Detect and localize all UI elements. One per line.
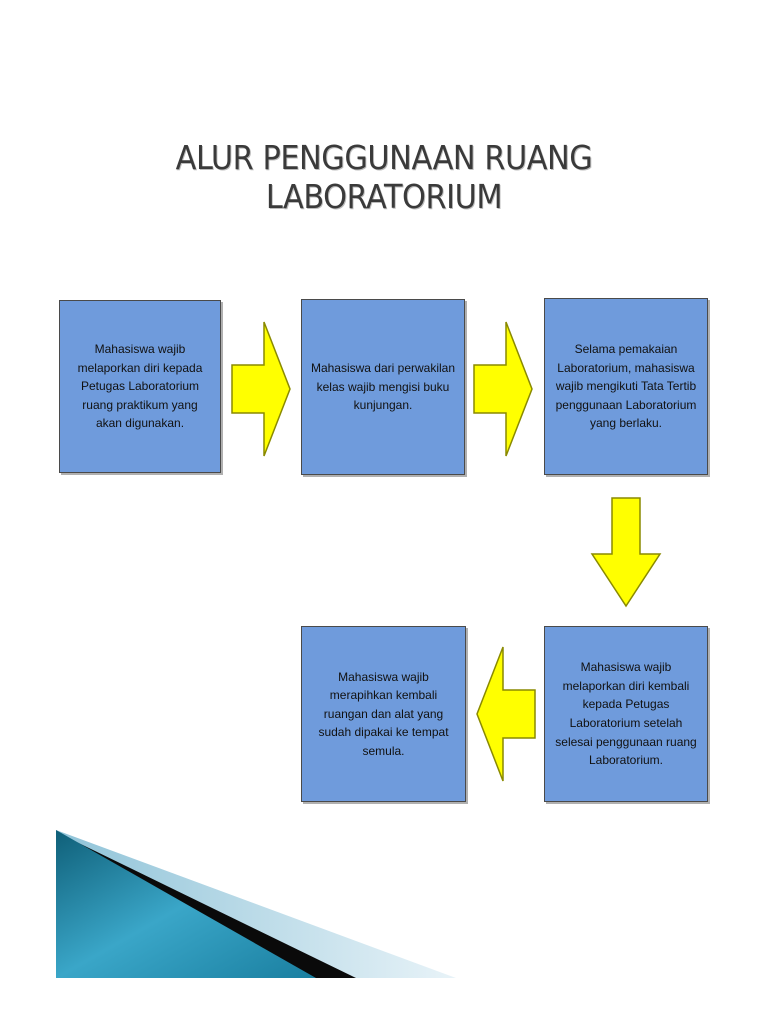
step-2-text: Mahasiswa dari perwakilan kelas wajib mengisi buku kunjungan.	[310, 361, 456, 413]
step-5-box	[301, 626, 466, 802]
arrow-right-2-icon	[472, 320, 534, 458]
step-5-text: Mahasiswa wajib merapihkan kembali ruangan dan alat yang sudah dipakai ke tempat semula.	[318, 669, 449, 758]
step-1-box	[59, 300, 221, 473]
step-4-box	[544, 626, 708, 802]
page-title: ALUR PENGGUNAAN RUANG LABORATORIUM	[175, 138, 593, 216]
step-3-box	[544, 298, 708, 475]
step-1-text: Mahasiswa wajib melaporkan diri kepada Petugas Laboratorium ruang praktikum yang akan digunakan.	[77, 342, 203, 431]
step-4-text: Mahasiswa wajib melaporkan diri kembali kepada Petugas Laboratorium setelah selesai penggunaan ruang Laboratorium.	[555, 660, 697, 768]
arrow-left-icon	[475, 645, 537, 783]
step-3-text: Selama pemakaian Laboratorium, mahasiswa wajib mengikuti Tata Tertib penggunaan Laboratorium yang berlaku.	[555, 342, 697, 431]
arrow-down-icon	[590, 496, 662, 608]
corner-decoration	[56, 830, 456, 980]
arrow-right-1-icon	[230, 320, 292, 458]
step-2-box	[301, 299, 465, 475]
